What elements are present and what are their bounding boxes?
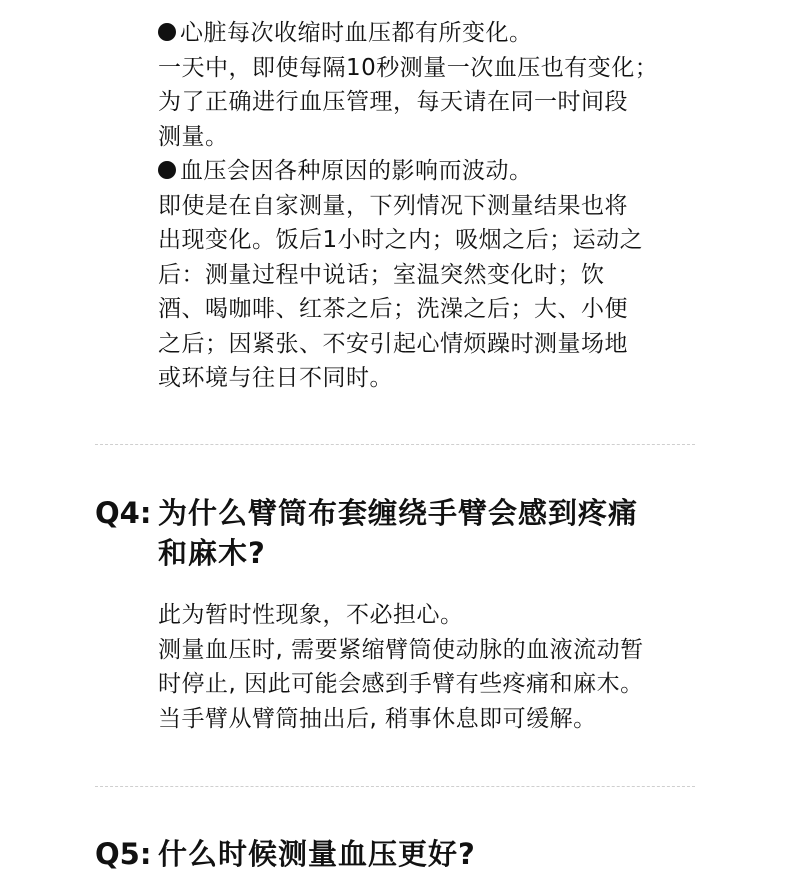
previous-answer-block (158, 16, 718, 396)
bullet-item-heartbeat (158, 16, 718, 51)
answer-line: 一天中，即使每隔10秒测量一次血压也有变化； (158, 54, 659, 81)
answer-line: 酒、喝咖啡、红茶之后；洗澡之后；大、小便 (158, 296, 628, 322)
q5-label: Q5: (95, 837, 152, 871)
answer-line: 或环境与往日不同时。 (158, 365, 393, 391)
answer-line: 时停止, 因此可能会感到手臂有些疼痛和麻木。 (158, 671, 644, 697)
question-line: 为什么臂筒布套缠绕手臂会感到疼痛 (158, 496, 639, 530)
question-line: 和麻木? (158, 536, 266, 570)
answer-line: 后：测量过程中说话；室温突然变化时；饮 (158, 261, 605, 288)
q4-answer-block (158, 598, 718, 736)
answer-line: 当手臂从臂筒抽出后, 稍事休息即可缓解。 (158, 705, 597, 732)
question-line: 什么时候测量血压更好? (158, 837, 476, 871)
answer-line: 之后；因紧张、不安引起心情烦躁时测量场地 (158, 330, 628, 357)
bullet-dot-icon (158, 161, 176, 179)
answer-line: 此为暂时性现象，不必担心。 (158, 602, 464, 628)
answer-line: 出现变化。饭后1小时之内；吸烟之后；运动之 (158, 227, 644, 253)
bullet-dot-icon (158, 23, 176, 41)
q5-question-title (158, 834, 718, 874)
bullet-title: 血压会因各种原因的影响而波动。 (180, 158, 533, 184)
answer-line: 即使是在自家测量，下列情况下测量结果也将 (158, 192, 628, 219)
answer-line: 测量。 (158, 123, 229, 150)
bullet-item-fluctuation (158, 154, 718, 189)
bullet-title: 心脏每次收缩时血压都有所变化。 (180, 20, 533, 46)
dashed-divider (95, 444, 695, 445)
q4-label: Q4: (95, 496, 152, 530)
answer-line: 测量血压时, 需要紧缩臂筒使动脉的血液流动暂 (158, 636, 644, 663)
answer-line: 为了正确进行血压管理，每天请在同一时间段 (158, 89, 628, 115)
q4-question-title (158, 493, 718, 573)
dashed-divider (95, 786, 695, 787)
